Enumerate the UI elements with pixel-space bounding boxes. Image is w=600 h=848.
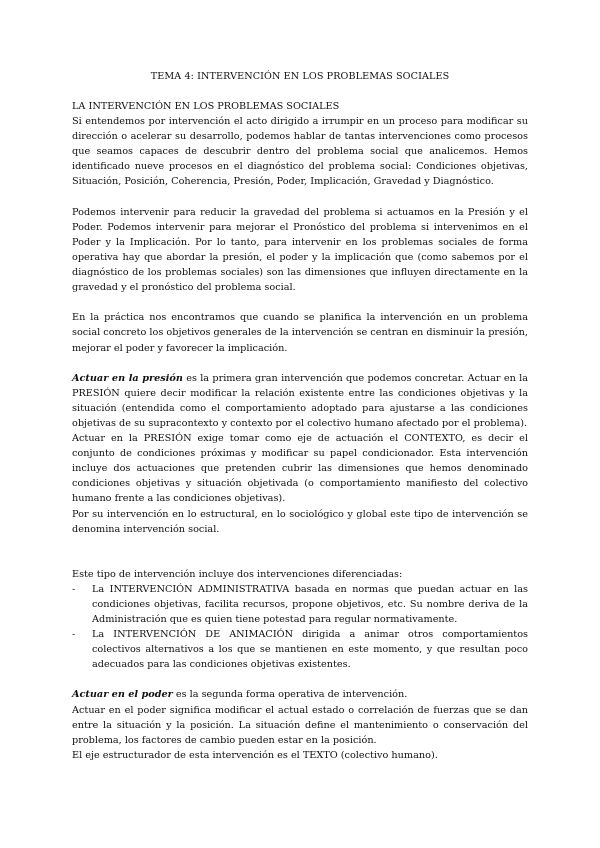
paragraph-types-intro: Este tipo de intervención incluye dos intervenciones diferenciadas: — [72, 568, 403, 580]
section-heading: LA INTERVENCIÓN EN LOS PROBLEMAS SOCIALES — [72, 101, 340, 112]
list-item-animacion — [72, 627, 528, 672]
paragraph-presion-social: Por su intervención en lo estructural, en lo sociológico y global este tipo de intervención se denomina intervención social. — [72, 508, 528, 535]
list-item-text: La INTERVENCIÓN ADMINISTRATIVA basada en normas que puedan actuar en las condiciones objetivas, facilita recursos, propone objetivos, etc. Su nombre deriva de la Administración que es quien tiene potestad para regular normativamente. — [92, 583, 528, 625]
list-bullet: - — [72, 629, 76, 641]
document-body — [72, 99, 528, 763]
lead-actuar-poder: Actuar en el poder — [72, 689, 173, 701]
list-bullet: - — [72, 583, 76, 595]
paragraph-presion-poder: Podemos intervenir para reducir la gravedad del problema si actuamos en la Presión y el Poder. Podemos intervenir para mejorar el Pronóstico del problema si intervenimos en el Poder y la Implicación. Por lo tanto, para intervenir en los problemas sociales de forma operativa hay que abordar la presión, el poder y la implicación que (como sabemos por el diagnóstico de los problemas sociales) son las dimensiones que influyen directamente en la gravedad y el pronóstico del problema social. — [72, 206, 528, 294]
page-title: TEMA 4: INTERVENCIÓN EN LOS PROBLEMAS SOCIALES — [150, 71, 450, 82]
list-item-administrativa — [72, 582, 528, 627]
text-actuar-poder: es la segunda forma operativa de intervención. — [172, 689, 408, 701]
paragraph-poder-eje: El eje estructurador de esta intervención es el TEXTO (colectivo humano). — [72, 749, 438, 761]
paragraph-poder-fuerzas: Actuar en el poder significa modificar el actual estado o correlación de fuerzas que se dan entre la situación y la posición. La situación define el mantenimiento o conservación del problema, los factores de cambio pueden estar en la posición. — [72, 704, 528, 746]
paragraph-presion-contexto: Actuar en la PRESIÓN exige tomar como eje de actuación el CONTEXTO, es decir el conjunto de condiciones próximas y modificar su papel condicionador. Esta intervención incluye dos actuaciones que pretenden cubrir las dimensiones que hemos denominado condiciones objetivas y situación objetivada (o comportamiento manifiesto del colectivo humano frente a las condiciones objetivas). — [72, 433, 528, 505]
paragraph-intro: Si entendemos por intervención el acto dirigido a irrumpir en un proceso para modificar su dirección o acelerar su desarrollo, podemos hablar de tantas intervenciones como procesos que seamos capaces de descubrir dentro del problema social que analicemos. Hemos identificado nueve procesos en el diagnóstico del problema social: Condiciones objetivas, Situación, Posición, Coherencia, Presión, Poder, Implicación, Gravedad y Diagnóstico. — [72, 116, 528, 188]
paragraph-actuar-presion — [72, 371, 528, 431]
paragraph-actuar-poder — [72, 687, 528, 702]
paragraph-practice: En la práctica nos encontramos que cuando se planifica la intervención en un problema social concreto los objetivos generales de la intervención se centran en disminuir la presión, mejorar el poder y favorecer la implicación. — [72, 312, 528, 354]
text-actuar-presion: es la primera gran intervención que podemos concretar. Actuar en la PRESIÓN quiere decir modificar la relación existente entre las condiciones objetivas y la situación (entendida como el comportamiento adoptado para ajustarse a las condiciones objetivas de su supracontexto y contexto por el colectivo humano afectado por el problema). — [72, 372, 528, 429]
lead-actuar-presion: Actuar en la presión — [72, 372, 183, 384]
list-item-text: La INTERVENCIÓN DE ANIMACIÓN dirigida a animar otros comportamientos colectivos alternativos a los que se mantienen en este momento, y que resultan poco adecuados para las condiciones objetivas existentes. — [92, 629, 528, 671]
intervention-types-list — [72, 582, 528, 673]
